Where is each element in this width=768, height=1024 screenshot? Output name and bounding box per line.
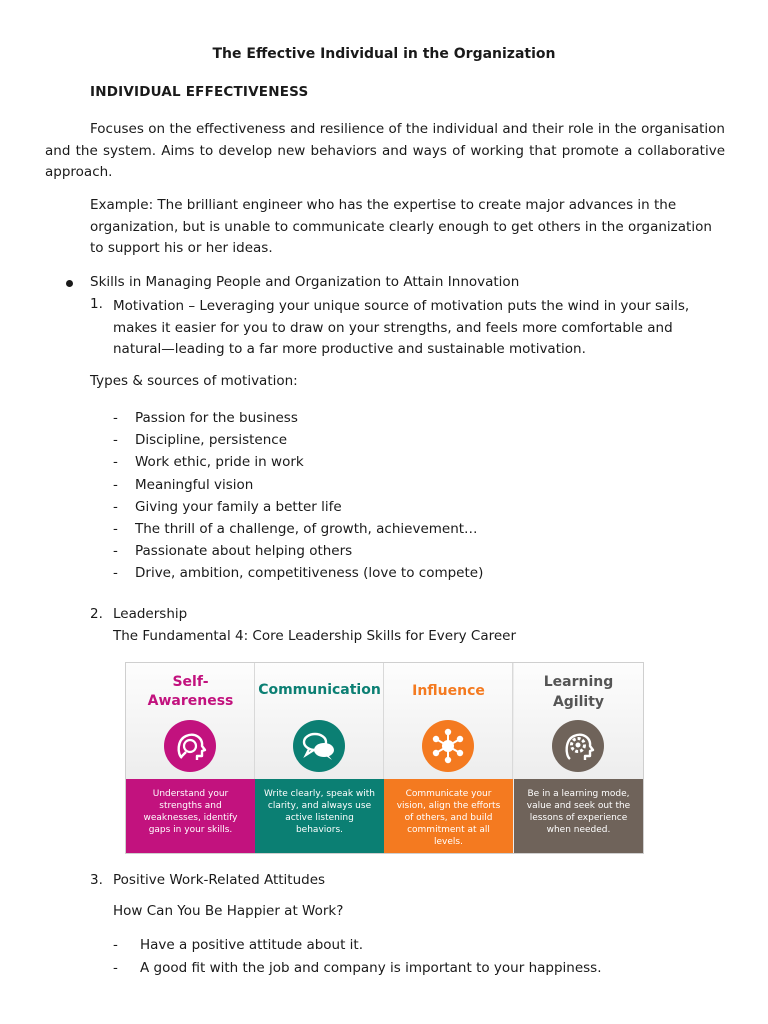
item-number: 3. bbox=[90, 872, 103, 888]
list-item: - Drive, ambition, competitiveness (love to compete) bbox=[113, 565, 484, 582]
list-item: - Have a positive attitude about it. bbox=[113, 937, 364, 953]
motivation-list bbox=[113, 407, 483, 585]
happiness-question: How Can You Be Happier at Work? bbox=[113, 903, 344, 919]
leadership-heading: Leadership bbox=[113, 606, 188, 622]
skill-description: Write clearly, speak with clarity, and always use active listening behaviors. bbox=[255, 779, 384, 853]
list-item: - Giving your family a better life bbox=[113, 498, 342, 515]
skill-label: Influence bbox=[412, 683, 485, 699]
intro-paragraph: Focuses on the effectiveness and resilience of the individual and their role in the organisation and the system. Aims to develop new behaviors and ways of working that promote a collaborative approach. bbox=[45, 121, 725, 180]
skill-label: Communication bbox=[258, 682, 381, 698]
list-item: - Discipline, persistence bbox=[113, 432, 287, 449]
item-number: 2. bbox=[90, 606, 103, 622]
list-item: - Work ethic, pride in work bbox=[113, 454, 304, 471]
speech-bubbles-icon bbox=[293, 720, 345, 772]
leadership-subtitle: The Fundamental 4: Core Leadership Skills for Every Career bbox=[113, 628, 517, 644]
skill-description: Be in a learning mode, value and seek out the lessons of experience when needed. bbox=[514, 779, 643, 853]
network-hub-icon bbox=[422, 720, 474, 772]
gear-head-icon bbox=[552, 720, 604, 772]
happiness-list bbox=[113, 934, 602, 980]
bullet-icon bbox=[66, 280, 73, 287]
self-awareness-head-icon bbox=[164, 720, 216, 772]
list-item: - Passionate about helping others bbox=[113, 543, 353, 560]
skill-column-learning-agility bbox=[514, 663, 643, 853]
skill-label: Agility bbox=[552, 694, 605, 710]
skill-description: Understand your strengths and weaknesses, identify gaps in your skills. bbox=[126, 779, 255, 853]
skill-label: Self- bbox=[172, 674, 209, 690]
section-heading: INDIVIDUAL EFFECTIVENESS bbox=[90, 84, 309, 100]
motivation-text: Motivation – Leveraging your unique source of motivation puts the wind in your sails, makes it easier for you to draw on your strengths, and feels more comfortable and natural—leading to a far more productive and sustainable motivation. bbox=[113, 298, 690, 357]
list-item: - A good fit with the job and company is important to your happiness. bbox=[113, 960, 602, 976]
types-label: Types & sources of motivation: bbox=[90, 373, 298, 389]
leadership-skills-infographic bbox=[125, 662, 644, 854]
bullet-heading: Skills in Managing People and Organization to Attain Innovation bbox=[90, 274, 520, 290]
skill-label: Learning bbox=[543, 674, 614, 690]
skill-column-communication bbox=[255, 663, 384, 853]
list-item: - The thrill of a challenge, of growth, achievement… bbox=[113, 520, 478, 537]
example-paragraph: Example: The brilliant engineer who has the expertise to create major advances in the organization, but is unable to communicate clearly enough to get others in the organization to support his or her ideas. bbox=[90, 197, 712, 256]
skill-column-influence bbox=[384, 663, 513, 853]
skill-label: Awareness bbox=[147, 693, 234, 709]
skill-column-self-awareness bbox=[126, 663, 255, 853]
document-title: The Effective Individual in the Organization bbox=[212, 46, 556, 62]
list-item: - Meaningful vision bbox=[113, 476, 254, 493]
attitudes-heading: Positive Work-Related Attitudes bbox=[113, 872, 326, 888]
item-number: 1. bbox=[90, 296, 103, 312]
list-item: - Passion for the business bbox=[113, 410, 298, 426]
skill-description: Communicate your vision, align the efforts of others, and build commitment at all levels. bbox=[384, 779, 513, 853]
